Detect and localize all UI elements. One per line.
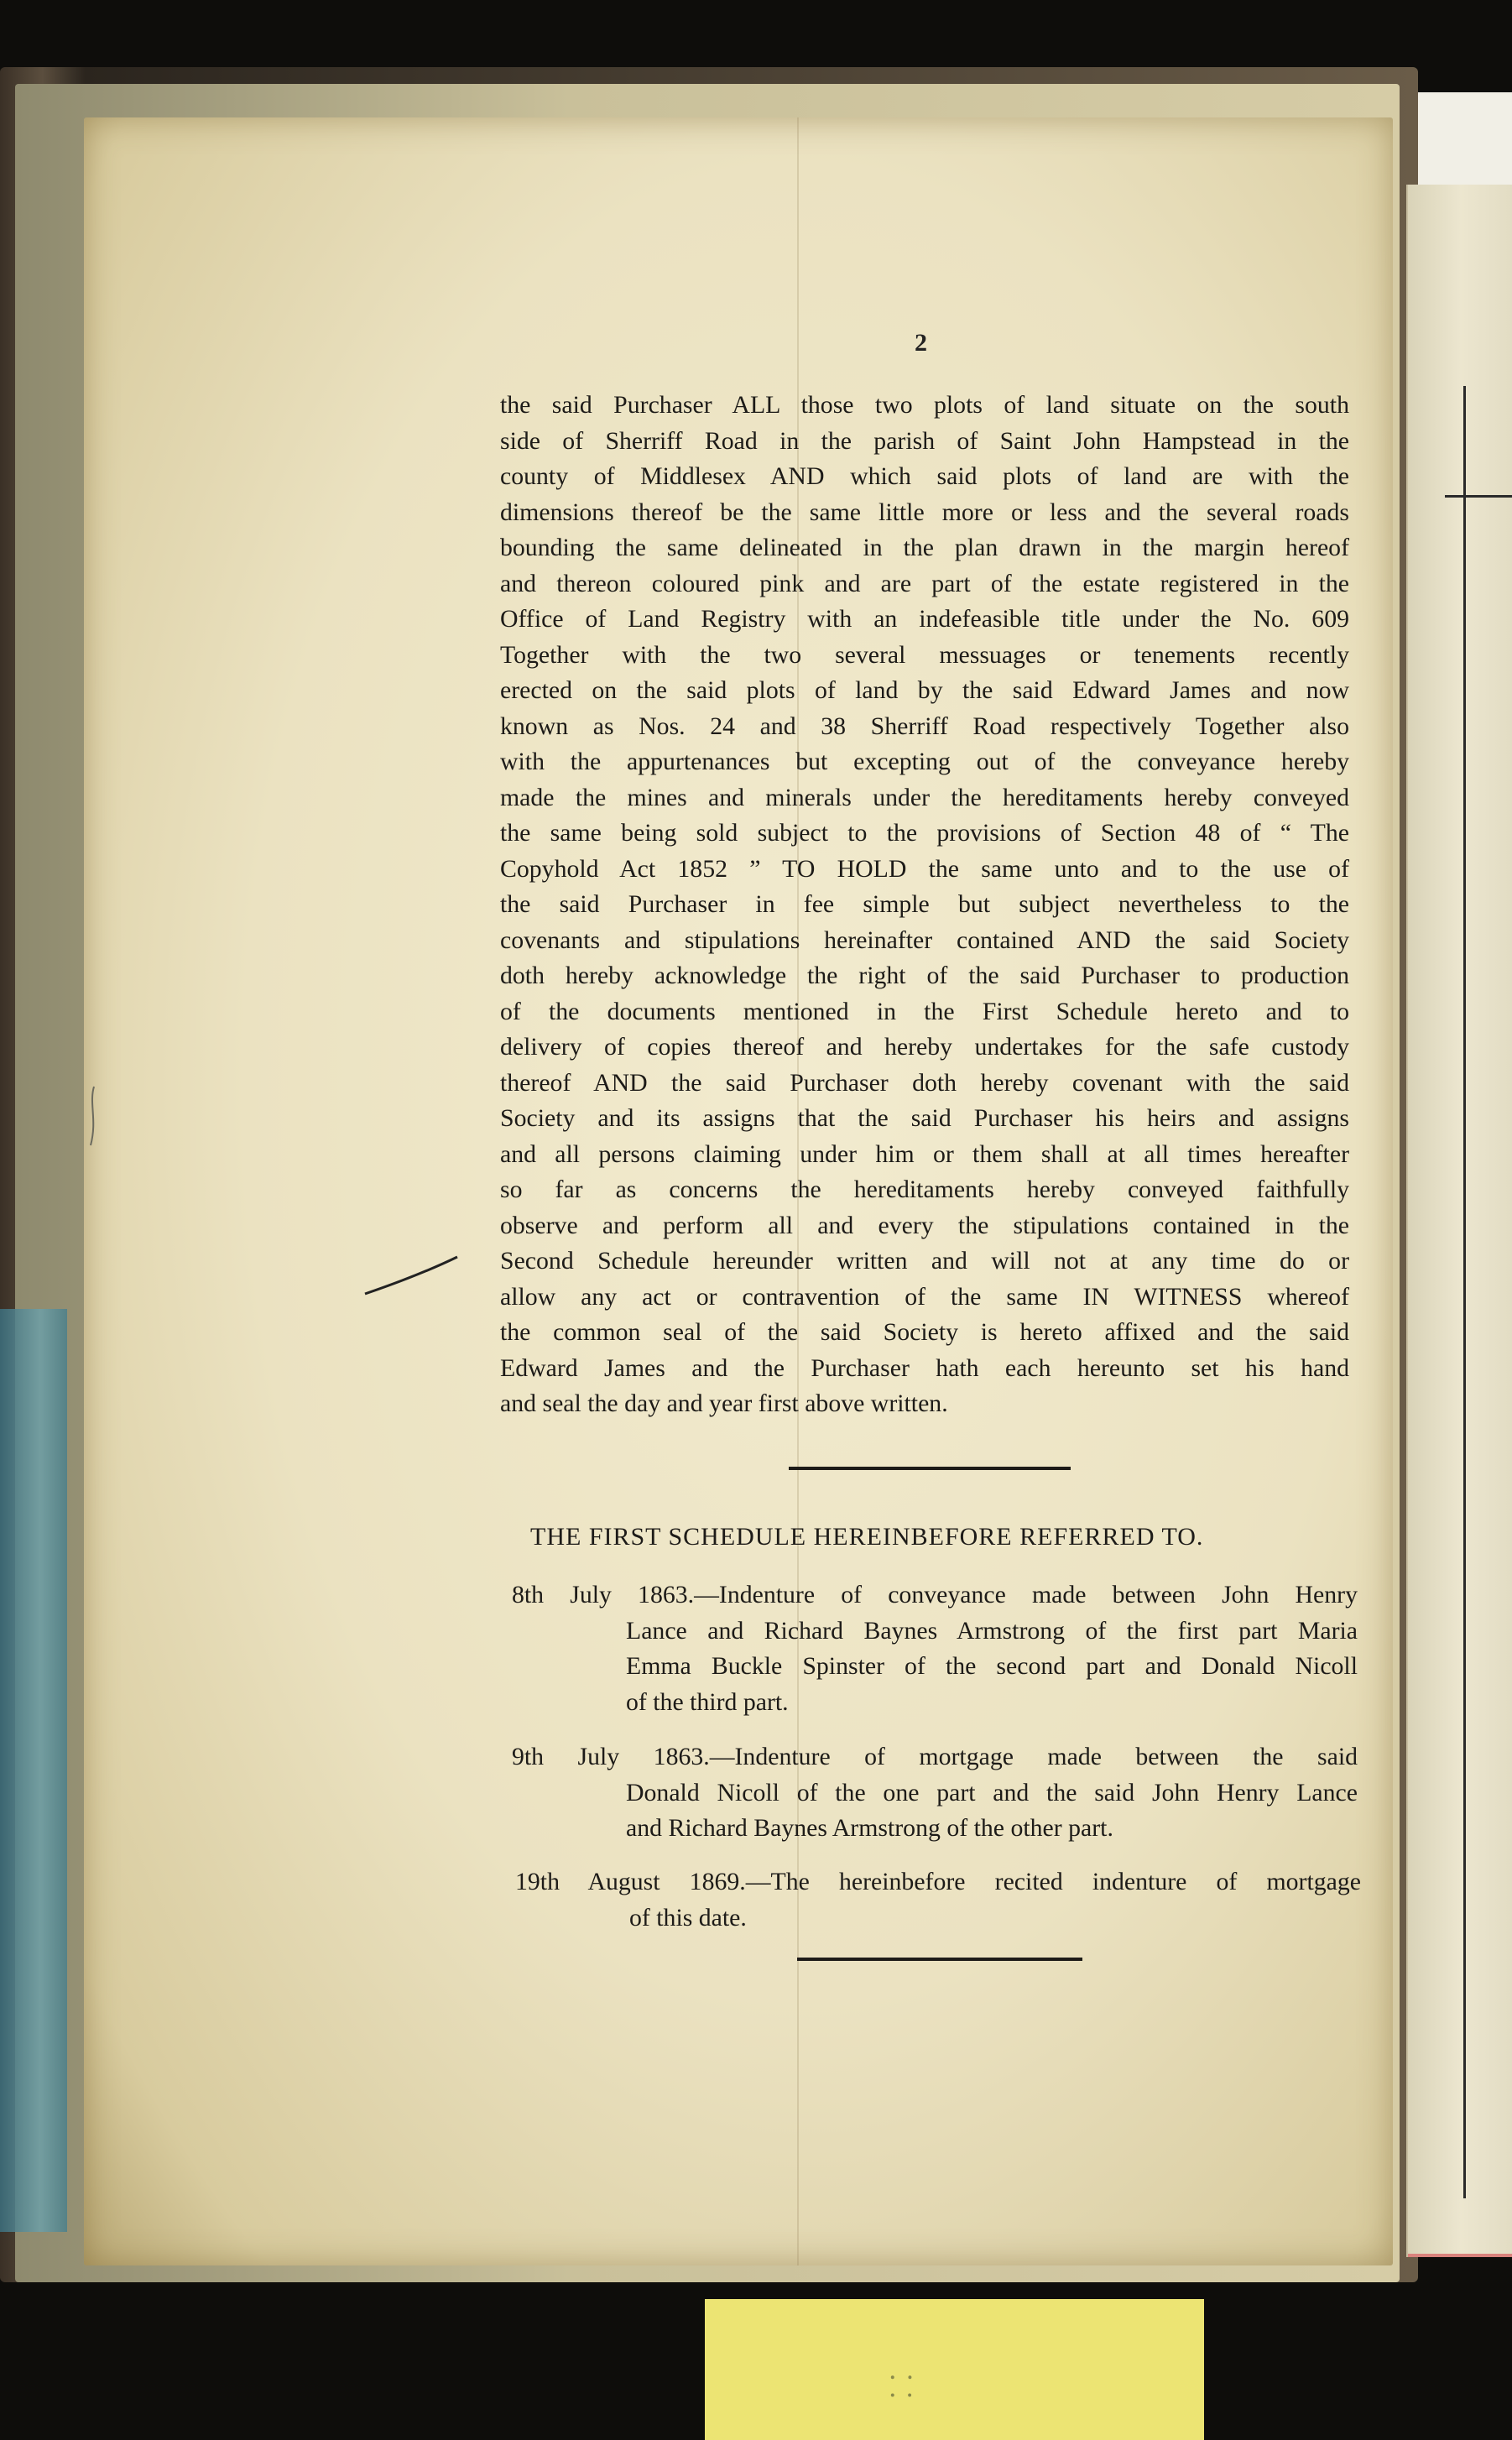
body-line: observe and perform all and every the stipulations contained in the bbox=[500, 1211, 1349, 1239]
body-line: Second Schedule hereunder written and will not at any time do or bbox=[500, 1247, 1349, 1275]
plan-border-vertical bbox=[1463, 386, 1466, 2198]
body-line: the same being sold subject to the provisions of Section 48 of “ The bbox=[500, 819, 1349, 847]
body-line: made the mines and minerals under the hereditaments hereby conveyed bbox=[500, 783, 1349, 811]
body-line: Office of Land Registry with an indefeasible title under the No. 609 bbox=[500, 605, 1349, 633]
body-line: known as Nos. 24 and 38 Sherriff Road respectively Together also bbox=[500, 712, 1349, 740]
schedule-entry-line: Emma Buckle Spinster of the second part and Donald Nicoll bbox=[626, 1652, 1358, 1680]
body-line: delivery of copies thereof and hereby undertakes for the safe custody bbox=[500, 1033, 1349, 1061]
body-line: side of Sherriff Road in the parish of Saint John Hampstead in the bbox=[500, 426, 1349, 455]
body-line: Edward James and the Purchaser hath each hereunto set his hand bbox=[500, 1353, 1349, 1382]
schedule-entry-line: of this date. bbox=[629, 1903, 747, 1932]
yellow-paper-tab bbox=[705, 2299, 1204, 2440]
body-line: the common seal of the said Society is hereto affixed and the said bbox=[500, 1318, 1349, 1346]
body-line: dimensions thereof be the same little more or less and the several roads bbox=[500, 498, 1349, 526]
body-line: county of Middlesex AND which said plots of land are with the bbox=[500, 462, 1349, 490]
plan-border-horizontal bbox=[1445, 495, 1512, 498]
body-line: and seal the day and year first above written. bbox=[500, 1389, 948, 1417]
body-line: thereof AND the said Purchaser doth hereby covenant with the said bbox=[500, 1068, 1349, 1097]
body-line: so far as concerns the hereditaments hereby conveyed faithfully bbox=[500, 1176, 1349, 1203]
section-divider bbox=[789, 1467, 1071, 1470]
page-number: 2 bbox=[915, 329, 927, 357]
body-line: with the appurtenances but excepting out of the conveyance hereby bbox=[500, 748, 1349, 775]
schedule-entry-first-line: 9th July 1863.—Indenture of mortgage made between the said bbox=[512, 1743, 1358, 1770]
deed-body-text bbox=[500, 388, 1349, 1422]
end-divider bbox=[797, 1958, 1082, 1961]
body-line: erected on the said plots of land by the said Edward James and now bbox=[500, 676, 1349, 704]
schedule-entry-line: Donald Nicoll of the one part and the said John Henry Lance bbox=[626, 1778, 1358, 1807]
body-line: and all persons claiming under him or them shall at all times hereafter bbox=[500, 1139, 1349, 1168]
body-line: allow any act or contravention of the same IN WITNESS whereof bbox=[500, 1282, 1349, 1311]
schedule-entry bbox=[512, 1577, 1358, 1720]
tab-pencil-mark: ⸬ bbox=[889, 2372, 914, 2403]
schedule-heading: THE FIRST SCHEDULE HEREINBEFORE REFERRED TO. bbox=[530, 1523, 1204, 1551]
body-line: Society and its assigns that the said Purchaser his heirs and assigns bbox=[500, 1104, 1349, 1132]
schedule-entry-first-line: 19th August 1869.—The hereinbefore recited indenture of mortgage bbox=[515, 1868, 1361, 1895]
schedule-entry-line: of the third part. bbox=[626, 1687, 789, 1716]
handwritten-margin-stroke bbox=[361, 1250, 461, 1301]
schedule-entry-line: Lance and Richard Baynes Armstrong of the first part Maria bbox=[626, 1616, 1358, 1645]
pink-edge bbox=[1408, 2254, 1512, 2257]
body-line: of the documents mentioned in the First Schedule hereto and to bbox=[500, 997, 1349, 1025]
body-line: doth hereby acknowledge the right of the said Purchaser to production bbox=[500, 962, 1349, 989]
schedule-entry bbox=[515, 1864, 1361, 1936]
body-line: and thereon coloured pink and are part of the estate registered in the bbox=[500, 569, 1349, 597]
schedule-entry-line: and Richard Baynes Armstrong of the other part. bbox=[626, 1814, 1113, 1842]
body-line: covenants and stipulations hereinafter contained AND the said Society bbox=[500, 925, 1349, 954]
adjacent-page-edge bbox=[1418, 92, 1512, 185]
body-line: the said Purchaser in fee simple but subject nevertheless to the bbox=[500, 890, 1349, 918]
schedule-entry-first-line: 8th July 1863.—Indenture of conveyance made between John Henry bbox=[512, 1581, 1358, 1608]
body-line: Copyhold Act 1852 ” TO HOLD the same unto and to the use of bbox=[500, 854, 1349, 883]
pencil-margin-mark bbox=[77, 1082, 111, 1150]
cloth-binding bbox=[0, 1309, 67, 2232]
schedule-entry bbox=[512, 1739, 1358, 1847]
body-line: bounding the same delineated in the plan drawn in the margin hereof bbox=[500, 534, 1349, 561]
adjacent-plan-sheet bbox=[1406, 185, 1512, 2257]
body-line: the said Purchaser ALL those two plots of land situate on the south bbox=[500, 391, 1349, 419]
body-line: Together with the two several messuages or tenements recently bbox=[500, 640, 1349, 669]
